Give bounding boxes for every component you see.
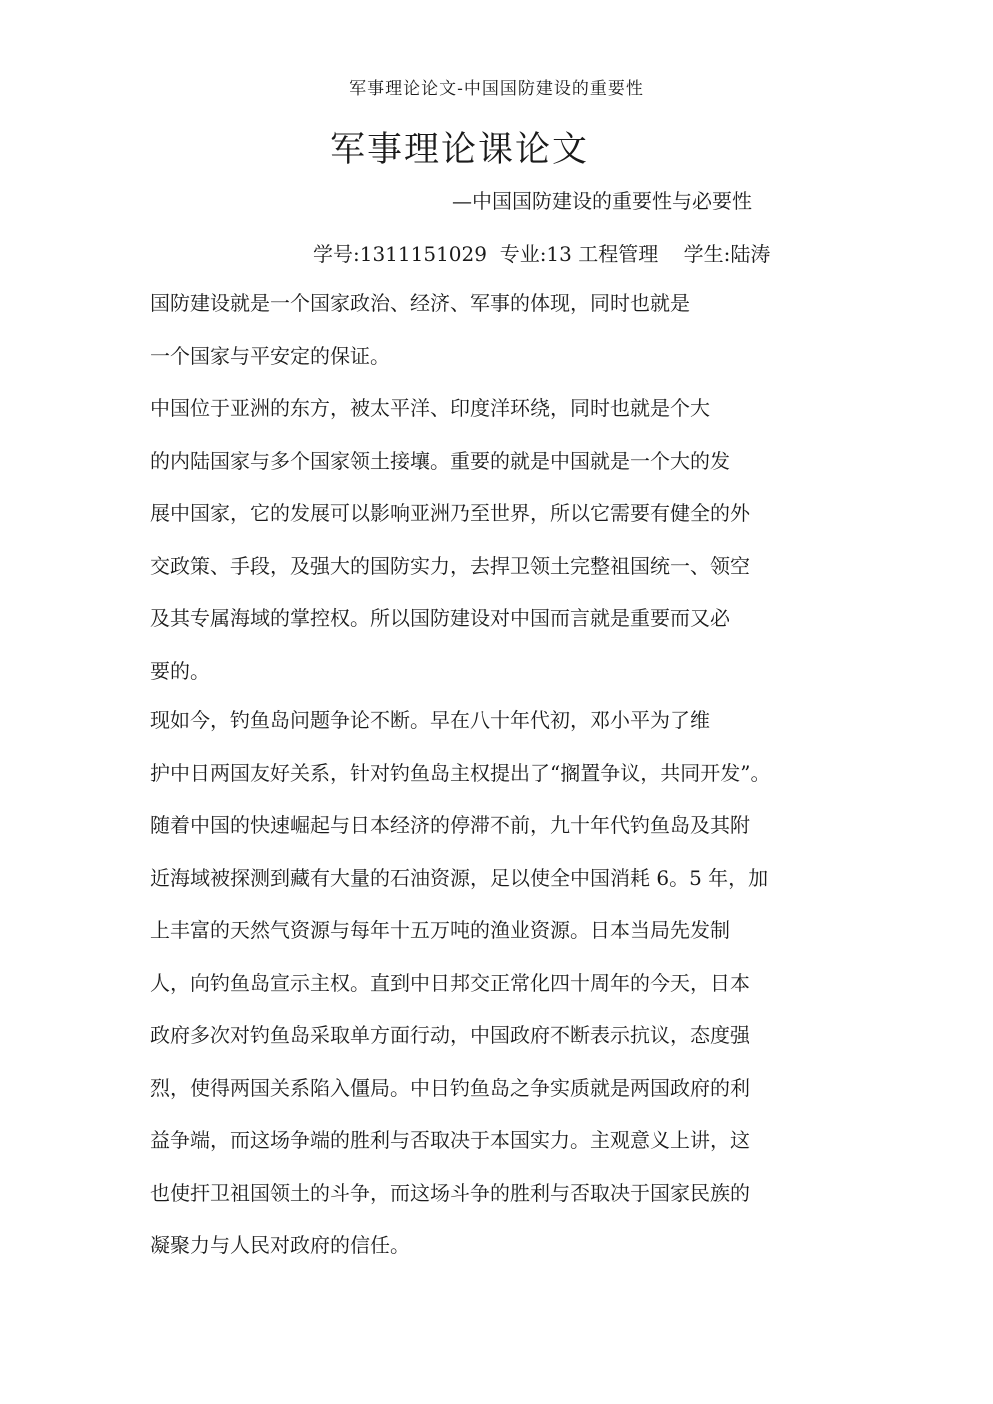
paragraph-line: 烈，使得两国关系陷入僵局。中日钓鱼岛之争实质就是两国政府的利: [150, 1075, 750, 1100]
paragraph-line: 的内陆国家与多个国家领土接壤。重要的就是中国就是一个大的发: [150, 448, 730, 473]
paragraph-line: 及其专属海域的掌控权。所以国防建设对中国而言就是重要而又必: [150, 606, 730, 630]
paragraph-line: 益争端，而这场争端的胜利与否取决于本国实力。主观意义上讲，这: [150, 1128, 750, 1152]
document-title: 军事理论课论文: [330, 130, 590, 170]
paragraph-line: 展中国家，它的发展可以影响亚洲乃至世界，所以它需要有健全的外: [150, 501, 750, 525]
paragraph-1: [150, 277, 840, 382]
paragraph-line: 近海域被探测到藏有大量的石油资源，足以使全中国消耗 6。5 年，加: [150, 865, 769, 890]
paragraph-3: [150, 694, 840, 1272]
paragraph-line: 护中日两国友好关系，针对钓鱼岛主权提出了“搁置争议，共同开发”。: [150, 760, 771, 785]
author-info: 学号:1311151029 专业:13 工程管理 学生:陆涛: [313, 242, 771, 266]
paragraph-line: 人，向钓鱼岛宣示主权。直到中日邦交正常化四十周年的今天，日本: [150, 970, 750, 995]
running-header: 军事理论论文-中国国防建设的重要性: [349, 79, 644, 99]
paragraph-line: 政府多次对钓鱼岛采取单方面行动，中国政府不断表示抗议，态度强: [150, 1023, 750, 1047]
document-subtitle: —中国国防建设的重要性与必要性: [452, 189, 752, 213]
paragraph-line: 随着中国的快速崛起与日本经济的停滞不前，九十年代钓鱼岛及其附: [150, 813, 750, 837]
paragraph-line: 也使扞卫祖国领土的斗争，而这场斗争的胜利与否取决于国家民族的: [150, 1180, 750, 1205]
paragraph-line: 现如今，钓鱼岛问题争论不断。早在八十年代初，邓小平为了维: [150, 708, 710, 732]
paragraph-line: 一个国家与平安定的保证。: [150, 343, 390, 368]
paragraph-2: [150, 382, 840, 697]
paragraph-line: 凝聚力与人民对政府的信任。: [150, 1233, 410, 1257]
paragraph-line: 交政策、手段，及强大的国防实力，去捍卫领土完整祖国统一、领空: [150, 553, 750, 578]
paragraph-line: 要的。: [150, 658, 210, 683]
paragraph-line: 上丰富的天然气资源与每年十五万吨的渔业资源。日本当局先发制: [150, 918, 730, 942]
paragraph-line: 国防建设就是一个国家政治、经济、军事的体现，同时也就是: [150, 291, 690, 315]
paragraph-line: 中国位于亚洲的东方，被太平洋、印度洋环绕，同时也就是个大: [150, 396, 710, 420]
